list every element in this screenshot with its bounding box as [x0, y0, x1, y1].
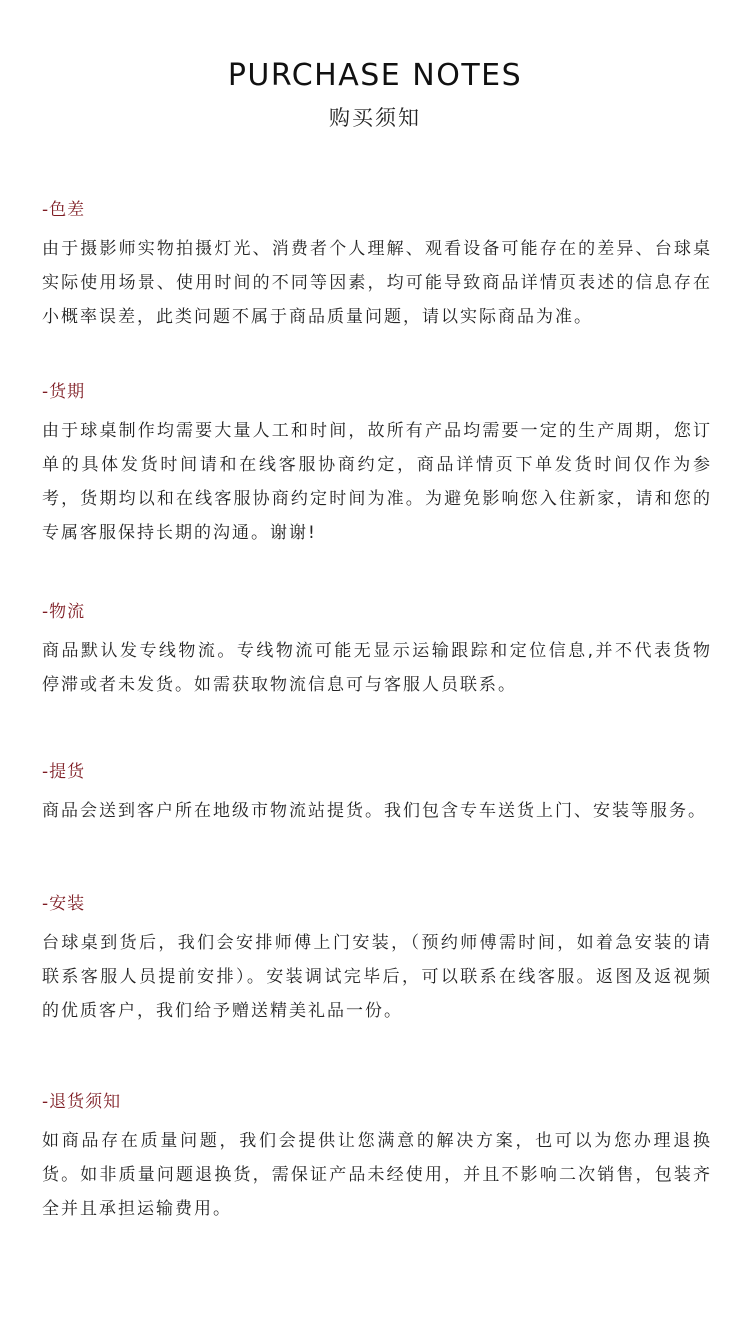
section-logistics: [42, 600, 712, 702]
section-return-policy: [42, 1090, 712, 1226]
page-title-en: PURCHASE NOTES: [227, 58, 523, 93]
section-heading: -安装: [42, 894, 86, 914]
page-title-zh: 购买须知: [329, 106, 421, 130]
section-delivery-time: [42, 380, 712, 550]
section-heading: -货期: [42, 382, 86, 402]
section-installation: [42, 892, 712, 1028]
section-heading: -退货须知: [42, 1092, 122, 1112]
section-heading: -提货: [42, 762, 86, 782]
section-heading: -物流: [42, 602, 86, 622]
section-body: 如商品存在质量问题，我们会提供让您满意的解决方案，也可以为您办理退换货。如非质量问题退换货，需保证产品未经使用，并且不影响二次销售，包装齐全并且承担运输费用。: [42, 1131, 712, 1219]
section-heading: -色差: [42, 200, 86, 220]
section-body: 由于摄影师实物拍摄灯光、消费者个人理解、观看设备可能存在的差异、台球桌实际使用场景、使用时间的不同等因素，均可能导致商品详情页表述的信息存在小概率误差，此类问题不属于商品质量问题，请以实际商品为准。: [42, 239, 712, 327]
section-color-difference: [42, 198, 712, 334]
section-pickup: [42, 760, 712, 828]
section-body: 台球桌到货后，我们会安排师傅上门安装，（预约师傅需时间，如着急安装的请联系客服人员提前安排）。安装调试完毕后，可以联系在线客服。返图及返视频的优质客户，我们给予赠送精美礼品一份。: [42, 933, 712, 1021]
section-body: 商品默认发专线物流。专线物流可能无显示运输跟踪和定位信息,并不代表货物停滞或者未发货。如需获取物流信息可与客服人员联系。: [42, 641, 712, 695]
section-body: 由于球桌制作均需要大量人工和时间，故所有产品均需要一定的生产周期，您订单的具体发货时间请和在线客服协商约定，商品详情页下单发货时间仅作为参考，货期均以和在线客服协商约定时间为准。为避免影响您入住新家，请和您的专属客服保持长期的沟通。谢谢!: [42, 421, 712, 543]
section-body: 商品会送到客户所在地级市物流站提货。我们包含专车送货上门、安装等服务。: [42, 801, 707, 821]
